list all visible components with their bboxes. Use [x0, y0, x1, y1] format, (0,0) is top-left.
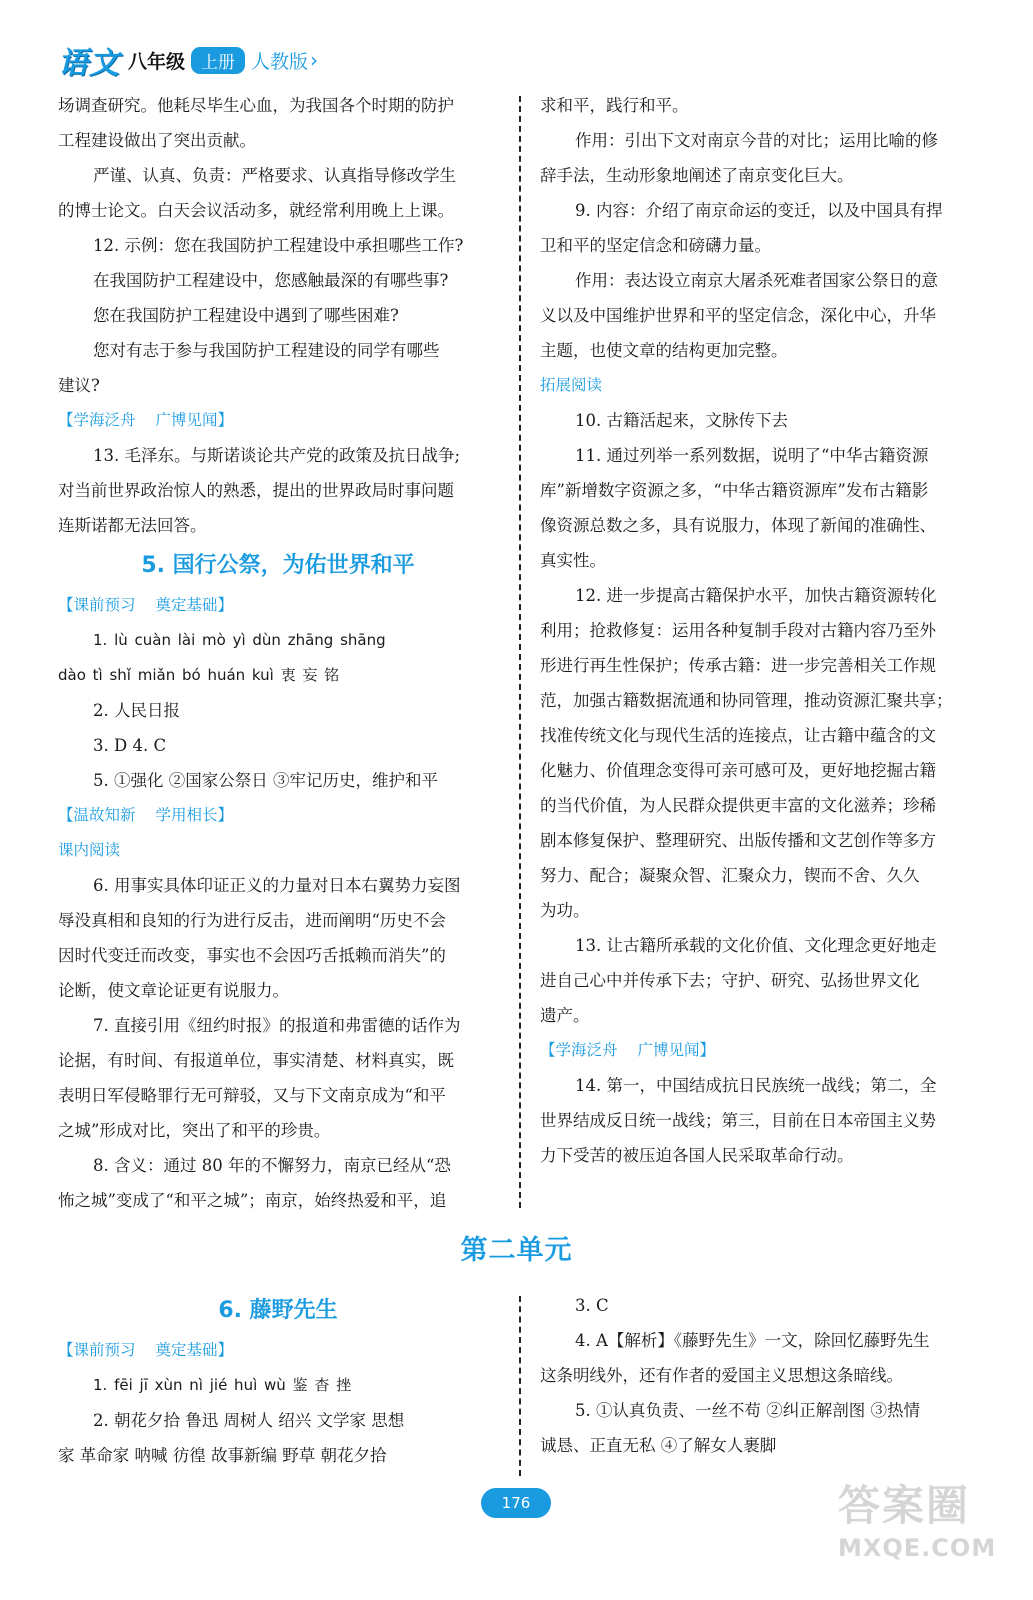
text-line: 像资源总数之多，具有说服力，体现了新闻的准确性、 — [540, 516, 936, 535]
text-line: 场调查研究。他耗尽毕生心血，为我国各个时期的防护 — [58, 96, 454, 115]
text-line: 作用：表达设立南京大屠杀死难者国家公祭日的意 — [575, 271, 938, 290]
text-line: 义以及中国维护世界和平的坚定信念，深化中心，升华 — [540, 306, 936, 325]
text-line: 辱没真相和良知的行为进行反击，进而阐明“历史不会 — [58, 911, 446, 930]
answer-12: 12. 进一步提高古籍保护水平，加快古籍资源转化 — [575, 586, 937, 605]
unit-title: 第二单元 — [460, 1235, 573, 1266]
text-line: 形进行再生性保护；传承古籍：进一步完善相关工作规 — [540, 656, 936, 675]
answer-4: 4. A【解析】《藤野先生》一文，除回忆藤野先生 — [575, 1331, 930, 1350]
text-line: 求和平，践行和平。 — [540, 96, 689, 115]
text-line: 您在我国防护工程建设中遇到了哪些困难? — [93, 306, 399, 325]
answer-3-4: 3. D 4. C — [93, 736, 167, 755]
answer-2: 2. 朝花夕拾 鲁迅 周树人 绍兴 文学家 思想 — [93, 1411, 405, 1430]
answer-13: 13. 让古籍所承载的文化价值、文化理念更好地走 — [575, 936, 937, 955]
text-line: 卫和平的坚定信念和磅礴力量。 — [540, 236, 771, 255]
answer-11: 11. 通过列举一系列数据，说明了“中华古籍资源 — [575, 446, 929, 465]
answer-13: 13. 毛泽东。与斯诺谈论共产党的政策及抗日战争; — [93, 446, 461, 465]
answer-8: 8. 含义：通过 80 年的不懈努力，南京已经从“恐 — [93, 1156, 451, 1175]
text-line: 怖之城”变成了“和平之城”；南京，始终热爱和平，追 — [58, 1191, 447, 1210]
answer-9: 9. 内容：介绍了南京命运的变迁，以及中国具有捍 — [575, 201, 943, 220]
answer-5: 5. ①认真负责、一丝不苟 ②纠正解剖图 ③热情 — [575, 1401, 920, 1420]
volume-badge: 上册 — [191, 47, 245, 74]
text-line: 的博士论文。白天会议活动多，就经常利用晚上上课。 — [58, 201, 454, 220]
section-heading: 【课前预习 奠定基础】 — [58, 596, 234, 614]
text-line: 利用；抢救修复：运用各种复制手段对古籍内容乃至外 — [540, 621, 936, 640]
left-column-top — [58, 88, 498, 1218]
pinyin-line: 1. lù cuàn lài mò yì dùn zhāng shāng — [93, 631, 386, 649]
text-line: 连斯诺都无法回答。 — [58, 516, 207, 535]
text-line: 找准传统文化与现代生活的连接点，让古籍中蕴含的文 — [540, 726, 936, 745]
text-line: 进自己心中并传承下去；守护、研究、弘扬世界文化 — [540, 971, 920, 990]
lesson-title-6: 6. 藤野先生 — [218, 1298, 338, 1323]
subsection-heading: 拓展阅读 — [540, 376, 603, 394]
text-line: 严谨、认真、负责：严格要求、认真指导修改学生 — [93, 166, 456, 185]
answer-14: 14. 第一，中国结成抗日民族统一战线；第二，全 — [575, 1076, 937, 1095]
lesson-title-5: 5. 国行公祭，为佑世界和平 — [141, 553, 415, 578]
text-line: 作用：引出下文对南京今昔的对比；运用比喻的修 — [575, 131, 938, 150]
section-heading: 【课前预习 奠定基础】 — [58, 1341, 234, 1359]
text-line: 论据，有时间、有报道单位，事实清楚、材料真实，既 — [58, 1051, 454, 1070]
text-line: 工程建设做出了突出贡献。 — [58, 131, 256, 150]
text-line: 世界结成反日统一战线；第三，目前在日本帝国主义势 — [540, 1111, 936, 1130]
pinyin-line: dào tì shǐ miǎn bó huán kuì 衷 妄 铭 — [58, 666, 340, 684]
answer-7: 7. 直接引用《纽约时报》的报道和弗雷德的话作为 — [93, 1016, 461, 1035]
answer-12: 12. 示例：您在我国防护工程建设中承担哪些工作? — [93, 236, 464, 255]
answer-6: 6. 用事实具体印证正义的力量对日本右翼势力妄图 — [93, 876, 461, 895]
text-line: 库”新增数字资源之多，“中华古籍资源库”发布古籍影 — [540, 481, 929, 500]
section-heading: 【学海泛舟 广博见闻】 — [58, 411, 234, 429]
pinyin-line: 1. fēi jī xùn nì jié huì wù 鉴 杳 挫 — [93, 1376, 352, 1394]
text-line: 对当前世界政治惊人的熟悉，提出的世界政局时事问题 — [58, 481, 454, 500]
text-line: 遗产。 — [540, 1006, 590, 1025]
text-line: 化魅力、价值理念变得可亲可感可及，更好地挖掘古籍 — [540, 761, 936, 780]
brand-logo: 语文 — [58, 46, 120, 81]
text-line: 建议? — [58, 376, 100, 395]
text-line: 主题，也使文章的结构更加完整。 — [540, 341, 788, 360]
chevron-right-icon: › — [310, 48, 319, 72]
text-line: 剧本修复保护、整理研究、出版传播和文艺创作等多方 — [540, 831, 936, 850]
text-line: 您对有志于参与我国防护工程建设的同学有哪些 — [93, 341, 440, 360]
right-column-top — [540, 88, 978, 1173]
text-line: 诚恳、正直无私 ④了解女人裹脚 — [540, 1436, 777, 1455]
watermark-logo: 答案圈 MXQE.COM — [838, 1481, 997, 1562]
text-line: 这条明线外，还有作者的爱国主义思想这条暗线。 — [540, 1366, 903, 1385]
text-line: 家 革命家 呐喊 彷徨 故事新编 野草 朝花夕拾 — [58, 1446, 387, 1465]
column-divider-top — [519, 96, 521, 1208]
right-column-bottom — [540, 1288, 978, 1463]
column-divider-bottom — [519, 1296, 521, 1476]
text-line: 在我国防护工程建设中，您感触最深的有哪些事? — [93, 271, 449, 290]
answer-2: 2. 人民日报 — [93, 701, 180, 720]
grade-label: 八年级 — [128, 50, 186, 73]
section-heading: 【学海泛舟 广博见闻】 — [540, 1041, 716, 1059]
text-line: 范，加强古籍数据流通和协同管理，推动资源汇聚共享； — [540, 691, 953, 710]
text-line: 力下受苦的被压迫各国人民采取革命行动。 — [540, 1146, 854, 1165]
text-line: 的当代价值，为人民群众提供更丰富的文化滋养；珍稀 — [540, 796, 936, 815]
answer-3: 3. C — [575, 1296, 609, 1315]
left-column-bottom — [58, 1288, 498, 1473]
text-line: 之城”形成对比，突出了和平的珍贵。 — [58, 1121, 331, 1140]
section-heading: 【温故知新 学用相长】 — [58, 806, 234, 824]
page-number: 176 — [481, 1488, 551, 1518]
text-line: 努力、配合；凝聚众智、汇聚众力，锲而不舍、久久 — [540, 866, 920, 885]
text-line: 表明日军侵略罪行无可辩驳，又与下文南京成为“和平 — [58, 1086, 446, 1105]
edition-label: 人教版 — [251, 50, 309, 73]
page-header — [58, 40, 318, 80]
answer-5: 5. ①强化 ②国家公祭日 ③牢记历史，维护和平 — [93, 771, 438, 790]
text-line: 论断，使文章论证更有说服力。 — [58, 981, 289, 1000]
text-line: 真实性。 — [540, 551, 606, 570]
text-line: 辞手法，生动形象地阐述了南京变化巨大。 — [540, 166, 854, 185]
text-line: 为功。 — [540, 901, 590, 920]
answer-10: 10. 古籍活起来，文脉传下去 — [575, 411, 788, 430]
text-line: 因时代变迁而改变，事实也不会因巧舌抵赖而消失”的 — [58, 946, 446, 965]
subsection-heading: 课内阅读 — [58, 841, 121, 859]
